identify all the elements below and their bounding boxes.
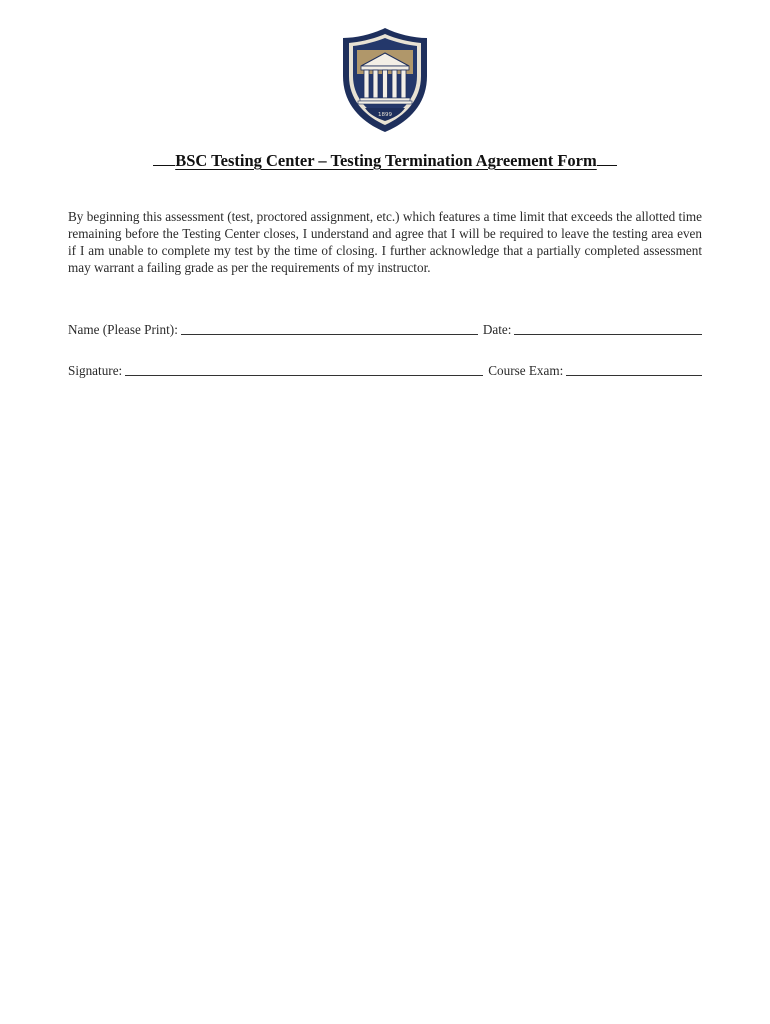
name-label: Name (Please Print):	[68, 322, 178, 337]
date-field[interactable]	[514, 322, 702, 335]
name-field[interactable]	[181, 322, 478, 335]
agreement-paragraph: By beginning this assessment (test, proctored assignment, etc.) which features a time limit that exceeds the allotted time remaining before the Testing Center closes, I understand and agree that I will be required to leave the testing area even if I am unable to complete my test by the time of closing. I further acknowledge that a partially completed assessment may warrant a failing grade as per the requirements of my instructor.	[68, 209, 702, 275]
bsc-crest-icon	[339, 26, 431, 134]
title-underline-left	[153, 149, 175, 166]
course-exam-label: Course Exam:	[488, 363, 564, 378]
form-title-row	[0, 149, 770, 171]
signature-field[interactable]	[125, 363, 483, 376]
signature-course-row	[68, 361, 702, 379]
title-underline-right	[597, 149, 617, 166]
course-exam-field[interactable]	[566, 363, 702, 376]
name-date-row	[68, 320, 702, 338]
form-title: BSC Testing Center – Testing Termination Agreement Form	[175, 151, 597, 170]
signature-label: Signature:	[68, 363, 123, 378]
crest-year: 1899	[378, 112, 392, 118]
date-label: Date:	[482, 322, 512, 337]
